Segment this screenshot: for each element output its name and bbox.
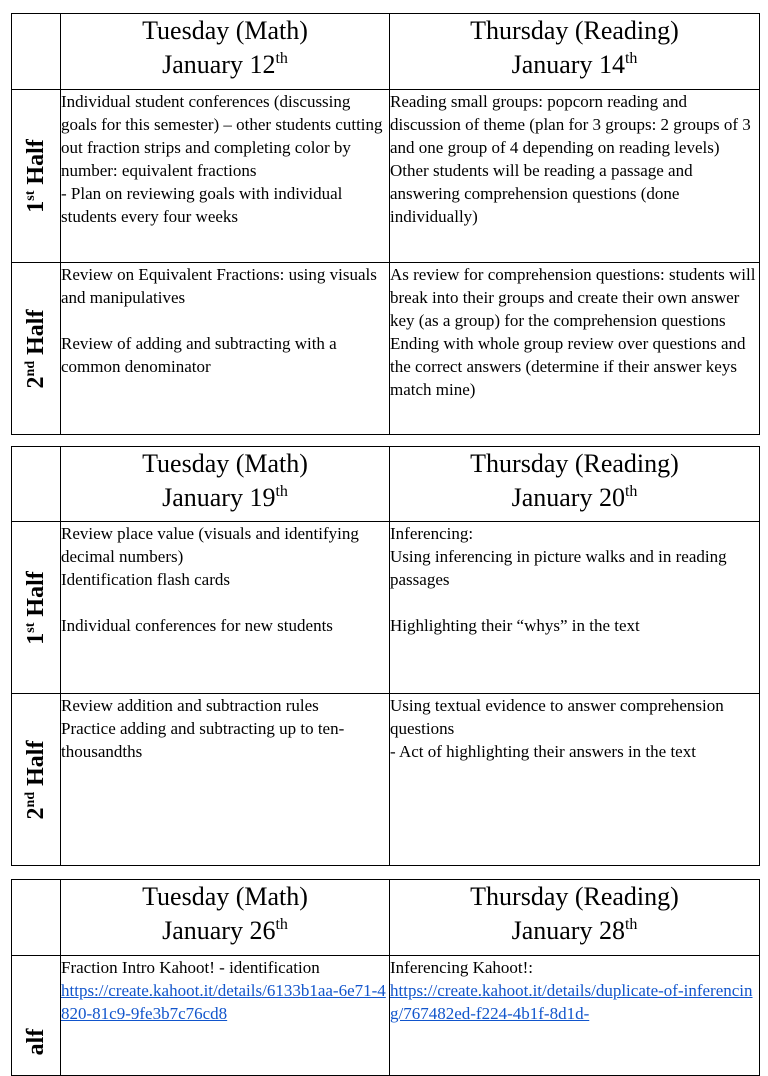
- second-half-row: [12, 694, 760, 866]
- lesson-plan-table-week-2: [11, 446, 760, 866]
- reading-note: Inferencing:: [390, 524, 474, 543]
- reading-first-half-cell: [390, 956, 760, 1076]
- math-day-header: [61, 880, 390, 956]
- reading-day-header: [390, 880, 760, 956]
- math-day-title: Tuesday (Math): [142, 882, 308, 911]
- math-note: Individual conferences for new students: [61, 616, 333, 635]
- reading-note: Highlighting their “whys” in the text: [390, 616, 640, 635]
- math-first-half-cell: [61, 522, 390, 694]
- reading-note: As review for comprehension questions: students will break into their groups and create their own answer key (as a group) for the comprehension questions: [390, 265, 756, 330]
- math-note: [61, 591, 389, 614]
- reading-note: [390, 591, 759, 614]
- reading-note: Reading small groups: popcorn reading and discussion of theme (plan for 3 groups: 2 groups of 3 and one group of 4 depending on reading levels): [390, 92, 751, 157]
- first-half-label-cell: [12, 90, 61, 263]
- header-row: [12, 14, 760, 90]
- second-half-label: 2nd Half: [23, 740, 49, 819]
- reading-first-half-cell: [390, 522, 760, 694]
- math-note: Identification flash cards: [61, 570, 230, 589]
- reading-note: Using textual evidence to answer comprehension questions: [390, 696, 724, 738]
- second-half-label-cell: [12, 263, 61, 435]
- reading-day-title: Thursday (Reading): [470, 882, 679, 911]
- lesson-plan-table-week-1: [11, 13, 760, 435]
- second-half-label-cell: [12, 694, 61, 866]
- reading-first-half-cell: [390, 90, 760, 263]
- math-day-date: January 26th: [162, 916, 288, 945]
- math-note: Review addition and subtraction rules: [61, 696, 319, 715]
- reading-day-header: [390, 447, 760, 522]
- reading-second-half-cell: [390, 694, 760, 866]
- math-second-half-cell: [61, 694, 390, 866]
- math-day-title: Tuesday (Math): [142, 16, 308, 45]
- second-half-row: [12, 263, 760, 435]
- corner-cell: [12, 880, 61, 956]
- math-note: Review of adding and subtracting with a common denominator: [61, 334, 337, 376]
- reading-day-header: [390, 14, 760, 90]
- reading-day-title: Thursday (Reading): [470, 16, 679, 45]
- first-half-row: [12, 90, 760, 263]
- half-label: alf: [23, 1028, 49, 1056]
- first-half-row: [12, 522, 760, 694]
- reading-day-title: Thursday (Reading): [470, 449, 679, 478]
- reading-note: - Act of highlighting their answers in the text: [390, 742, 696, 761]
- first-half-label: 1st Half: [23, 570, 49, 645]
- math-first-half-cell: [61, 90, 390, 263]
- corner-cell: [12, 447, 61, 522]
- math-note: Review on Equivalent Fractions: using visuals and manipulatives: [61, 265, 377, 307]
- math-kahoot-link[interactable]: https://create.kahoot.it/details/6133b1aa-6e71-4820-81c9-9fe3b7c76cd8: [61, 981, 386, 1023]
- math-note: [61, 309, 389, 332]
- reading-day-date: January 20th: [511, 483, 638, 512]
- first-half-label: 1st Half: [23, 139, 49, 213]
- reading-note: Inferencing Kahoot!:: [390, 958, 534, 977]
- corner-cell: [12, 14, 61, 90]
- first-half-label-cell: [12, 522, 61, 694]
- header-row: [12, 447, 760, 522]
- lesson-plan-table-week-3: [11, 879, 760, 1076]
- half-label-cell: [12, 956, 61, 1076]
- reading-note: Other students will be reading a passage and answering comprehension questions (done individually): [390, 161, 693, 226]
- reading-kahoot-link[interactable]: https://create.kahoot.it/details/duplicate-of-inferencing/767482ed-f224-4b1f-8d1d-: [390, 981, 753, 1023]
- first-half-row: [12, 956, 760, 1076]
- math-note: Review place value (visuals and identifying decimal numbers): [61, 524, 359, 566]
- math-second-half-cell: [61, 263, 390, 435]
- math-day-header: [61, 447, 390, 522]
- reading-note: Using inferencing in picture walks and in reading passages: [390, 547, 727, 589]
- math-note: Individual student conferences (discussing goals for this semester) – other students cutting out fraction strips and completing color by number: equivalent fractions: [61, 92, 383, 180]
- header-row: [12, 880, 760, 956]
- math-first-half-cell: [61, 956, 390, 1076]
- math-note: Fraction Intro Kahoot! - identification: [61, 958, 320, 977]
- math-day-title: Tuesday (Math): [142, 449, 308, 478]
- math-note: - Plan on reviewing goals with individual students every four weeks: [61, 184, 343, 226]
- math-day-header: [61, 14, 390, 90]
- reading-day-date: January 28th: [511, 916, 638, 945]
- math-day-date: January 19th: [162, 483, 288, 512]
- math-note: Practice adding and subtracting up to ten-thousandths: [61, 719, 345, 761]
- math-day-date: January 12th: [162, 50, 288, 79]
- reading-second-half-cell: [390, 263, 760, 435]
- reading-note: Ending with whole group review over questions and the correct answers (determine if their answer keys match mine): [390, 334, 746, 399]
- reading-day-date: January 14th: [511, 50, 638, 79]
- second-half-label: 2nd Half: [23, 309, 49, 388]
